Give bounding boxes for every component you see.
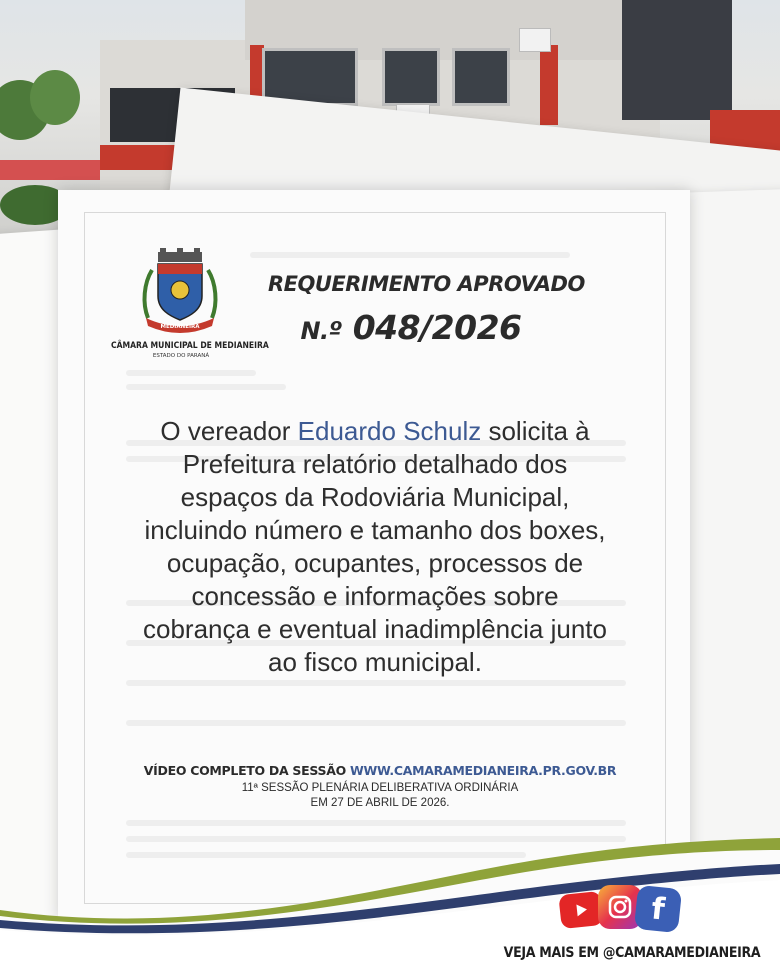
requirement-description <box>140 415 610 679</box>
municipal-crest-icon <box>140 248 220 334</box>
crest-ribbon-text: MEDIANEIRA <box>160 324 200 330</box>
social-icons <box>560 885 680 935</box>
social-handle[interactable]: VEJA MAIS EM @CAMARAMEDIANEIRA <box>503 945 761 961</box>
number-value: 048/2026 <box>352 308 522 347</box>
body-rest: solicita à Prefeitura relatório detalhado dos espaços da Rodoviária Municipal, incluindo número e tamanho dos boxes, ocupação, ocupantes, processos de concessão e informações sobre cobrança e eventual inadimplência junto ao fisco municipal. <box>143 416 607 677</box>
page-title: REQUERIMENTO APROVADO <box>268 272 585 296</box>
number-prefix: N.º <box>300 317 342 345</box>
session-video-line <box>120 763 640 778</box>
org-name: CÂMARA MUNICIPAL DE MEDIANEIRA <box>111 341 269 351</box>
councilor-name: Eduardo Schulz <box>297 416 482 446</box>
org-state: ESTADO DO PARANÁ <box>152 353 210 359</box>
requirement-number <box>296 308 526 347</box>
facebook-icon[interactable]: f <box>634 885 682 933</box>
body-lead: O vereador <box>160 416 298 446</box>
session-name: 11ª SESSÃO PLENÁRIA DELIBERATIVA ORDINÁRIA <box>241 782 519 794</box>
session-video-link[interactable]: WWW.CAMARAMEDIANEIRA.PR.GOV.BR <box>349 763 617 778</box>
session-date: EM 27 DE ABRIL DE 2026. <box>310 797 450 809</box>
youtube-icon[interactable] <box>558 891 603 929</box>
session-video-label: VÍDEO COMPLETO DA SESSÃO <box>143 763 346 778</box>
